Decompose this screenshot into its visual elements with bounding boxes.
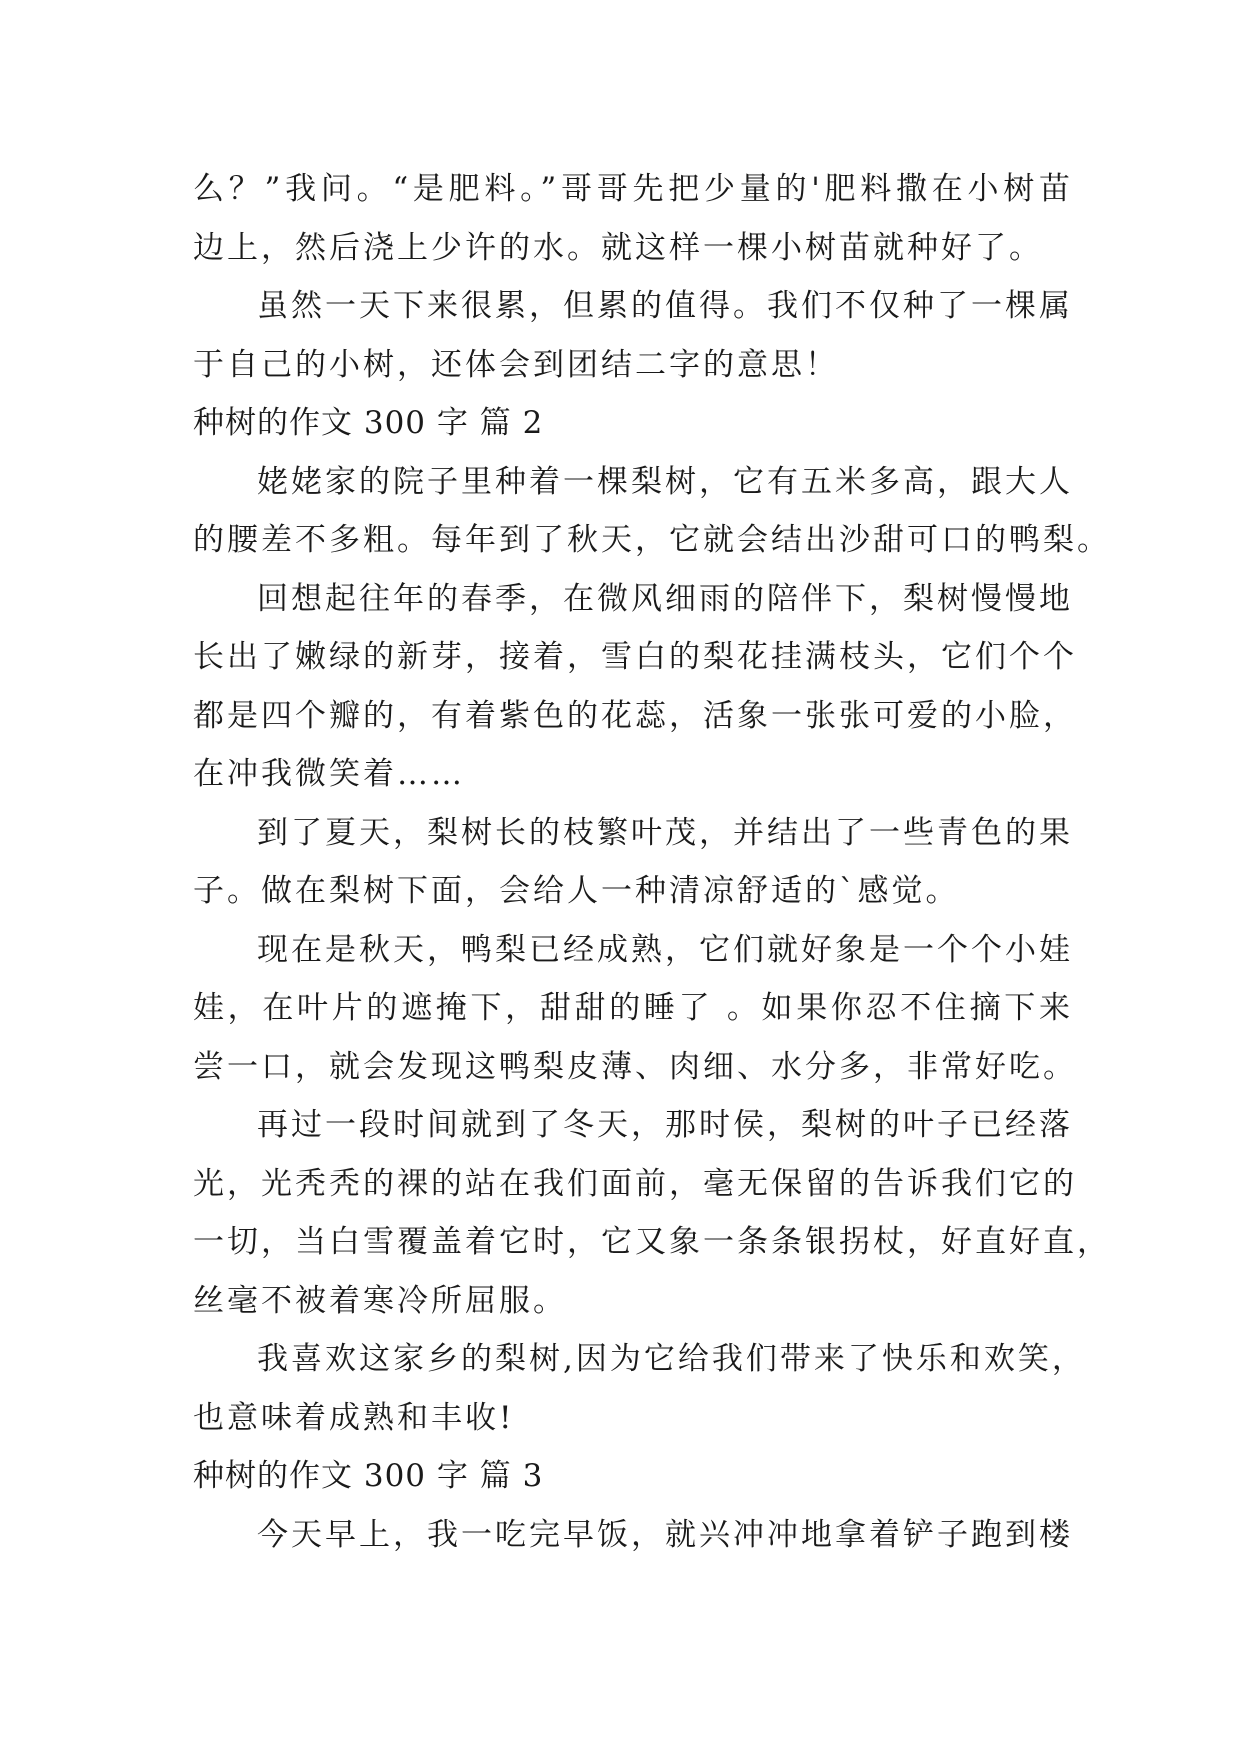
text-line: 尝一口，就会发现这鸭梨皮薄、肉细、水分多，非常好吃。 [193,1048,1077,1085]
text-line: 回想起往年的春季，在微风细雨的陪伴下，梨树慢慢地 [257,580,1073,617]
text-line: 于自己的小树，还体会到团结二字的意思！ [193,346,839,383]
text-line: 么？”我问。“是肥料。”哥哥先把少量的'肥料撒在小树苗 [193,171,1073,207]
text-line: 再过一段时间就到了冬天，那时侯，梨树的叶子已经落 [257,1107,1073,1143]
text-line: 也意味着成熟和丰收! [193,1399,515,1436]
text-line: 丝毫不被着寒冷所屈服。 [193,1282,567,1319]
text-line: 一切，当白雪覆盖着它时，它又象一条条银拐杖，好直好直， [193,1224,1111,1260]
text-line: 长出了嫩绿的新芽，接着，雪白的梨花挂满枝头，它们个个 [193,639,1077,675]
text-line: 光，光秃秃的裸的站在我们面前，毫无保留的告诉我们它的 [193,1165,1077,1202]
text-line: 边上，然后浇上少许的水。就这样一棵小树苗就种好了。 [193,229,1043,266]
text-line: 今天早上，我一吃完早饭，就兴冲冲地拿着铲子跑到楼 [257,1516,1073,1553]
text-line: 我喜欢这家乡的梨树,因为它给我们带来了快乐和欢笑， [257,1341,1086,1377]
text-line: 在冲我微笑着…… [193,756,465,792]
text-line: 的腰差不多粗。每年到了秋天，它就会结出沙甜可口的鸭梨。 [193,522,1111,558]
text-line: 虽然一天下来很累，但累的值得。我们不仅种了一棵属 [257,288,1073,324]
text-line: 到了夏天，梨树长的枝繁叶茂，并结出了一些青色的果 [257,814,1073,851]
document-body [193,160,1111,1564]
text-line: 姥姥家的院子里种着一棵梨树，它有五米多高，跟大人 [257,463,1073,500]
text-line: 子。做在梨树下面，会给人一种清凉舒适的`感觉。 [193,873,960,909]
section-heading: 种树的作文 300 字 篇 3 [193,1458,544,1494]
text-line: 娃，在叶片的遮掩下，甜甜的睡了 。如果你忍不住摘下来 [193,990,1073,1026]
text-line: 现在是秋天，鸭梨已经成熟，它们就好象是一个个小娃 [257,931,1073,968]
section-heading: 种树的作文 300 字 篇 2 [193,405,544,441]
text-line: 都是四个瓣的，有着紫色的花蕊，活象一张张可爱的小脸， [193,697,1077,734]
